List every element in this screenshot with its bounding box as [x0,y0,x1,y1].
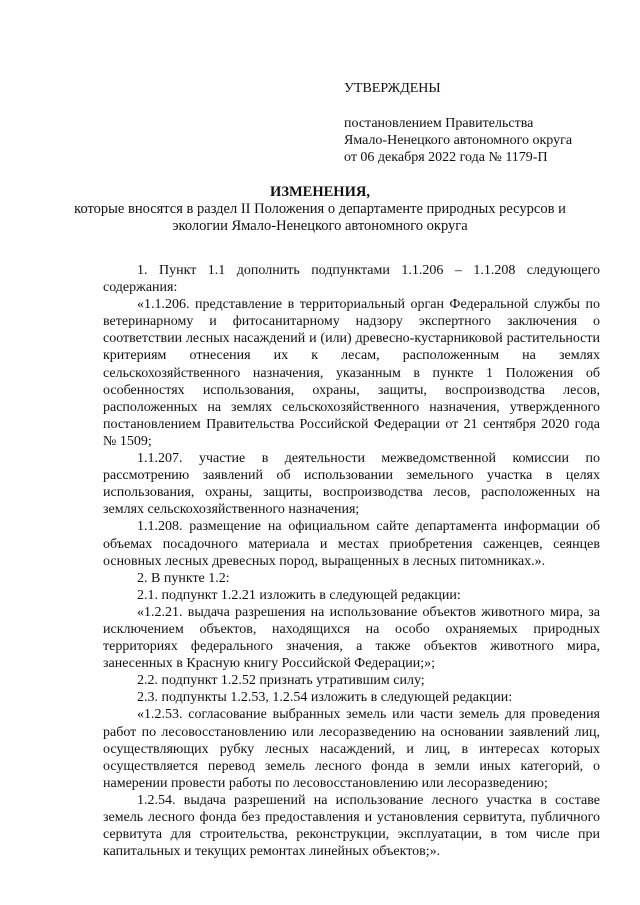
paragraph: «1.1.206. представление в территориальный орган Федеральной службы по ветеринарному и фитосанитарному надзору экспертного заключения о соответствии лесных насаждений и (или) древесно-кустарниковой растительности критериям отнесения их к лесам, расположенным на землях сельскохозяйственного назначения, указанным в пункте 1 Положения об особенностях использования, охраны, защиты, воспроизводства лесов, расположенных на землях сельскохозяйственного назначения, утвержденного постановлением Правительства Российской Федерации от 21 сентября 2020 года № 1509; [103,297,600,449]
approval-line-3: от 06 декабря 2022 года № 1179-П [344,150,548,165]
approval-heading: УТВЕРЖДЕНЫ [344,81,441,96]
paragraph: 1.1.208. размещение на официальном сайте департамента информации об объемах посадочного материала и местах приобретения саженцев, сеянцев основных лесных древесных пород, выращенных в лесных питомниках.». [103,519,600,569]
title-subtitle-2: экологии Ямало-Ненецкого автономного округа [172,218,468,234]
paragraph: 2.3. подпункты 1.2.53, 1.2.54 изложить в следующей редакции: [137,690,513,706]
document-title [0,184,640,235]
paragraph: 2.1. подпункт 1.2.21 изложить в следующей редакции: [137,587,461,603]
paragraph: 2. В пункте 1.2: [137,570,230,586]
paragraph: 1.2.54. выдача разрешений на использование лесного участка в составе земель лесного фонда без предоставления и установления сервитута, публичного сервитута для строительства, реконструкции, эксплуатации, в том числе при капитальных и текущих ремонтах линейных объектов;». [103,792,600,860]
approval-line-1: постановлением Правительства [344,116,534,131]
approval-block [344,80,572,166]
paragraph: «1.2.53. согласование выбранных земель или части земель для проведения работ по лесовосстановлению или лесоразведению на основании заявлений лиц, осуществляющих рубку лесных насаждений, и лиц, в интересах которых осуществляется перевод земель лесного фонда в земли иных категорий, о намерении провести работы по лесовосстановлению или лесоразведению; [103,707,600,791]
paragraph: 1. Пункт 1.1 дополнить подпунктами 1.1.206 – 1.1.208 следующего содержания: [103,263,600,296]
paragraph: 1.1.207. участие в деятельности межведомственной комиссии по рассмотрению заявлений об использовании земельного участка в целях использования, охраны, защиты, воспроизводства лесов, расположенных на землях сельскохозяйственного назначения; [103,451,600,518]
paragraph: «1.2.21. выдача разрешения на использование объектов животного мира, за исключением объектов, находящихся на особо охраняемых природных территориях федерального значения, а также объектов животного мира, занесенных в Красную книгу Российской Федерации;»; [103,604,600,672]
paragraph: 2.2. подпункт 1.2.52 признать утратившим силу; [137,673,425,689]
approval-line-2: Ямало-Ненецкого автономного округа [344,133,573,148]
title-main: ИЗМЕНЕНИЯ, [270,184,370,200]
title-subtitle-1: которые вносятся в раздел II Положения о департаменте природных ресурсов и [74,201,566,217]
document-body [103,262,600,860]
